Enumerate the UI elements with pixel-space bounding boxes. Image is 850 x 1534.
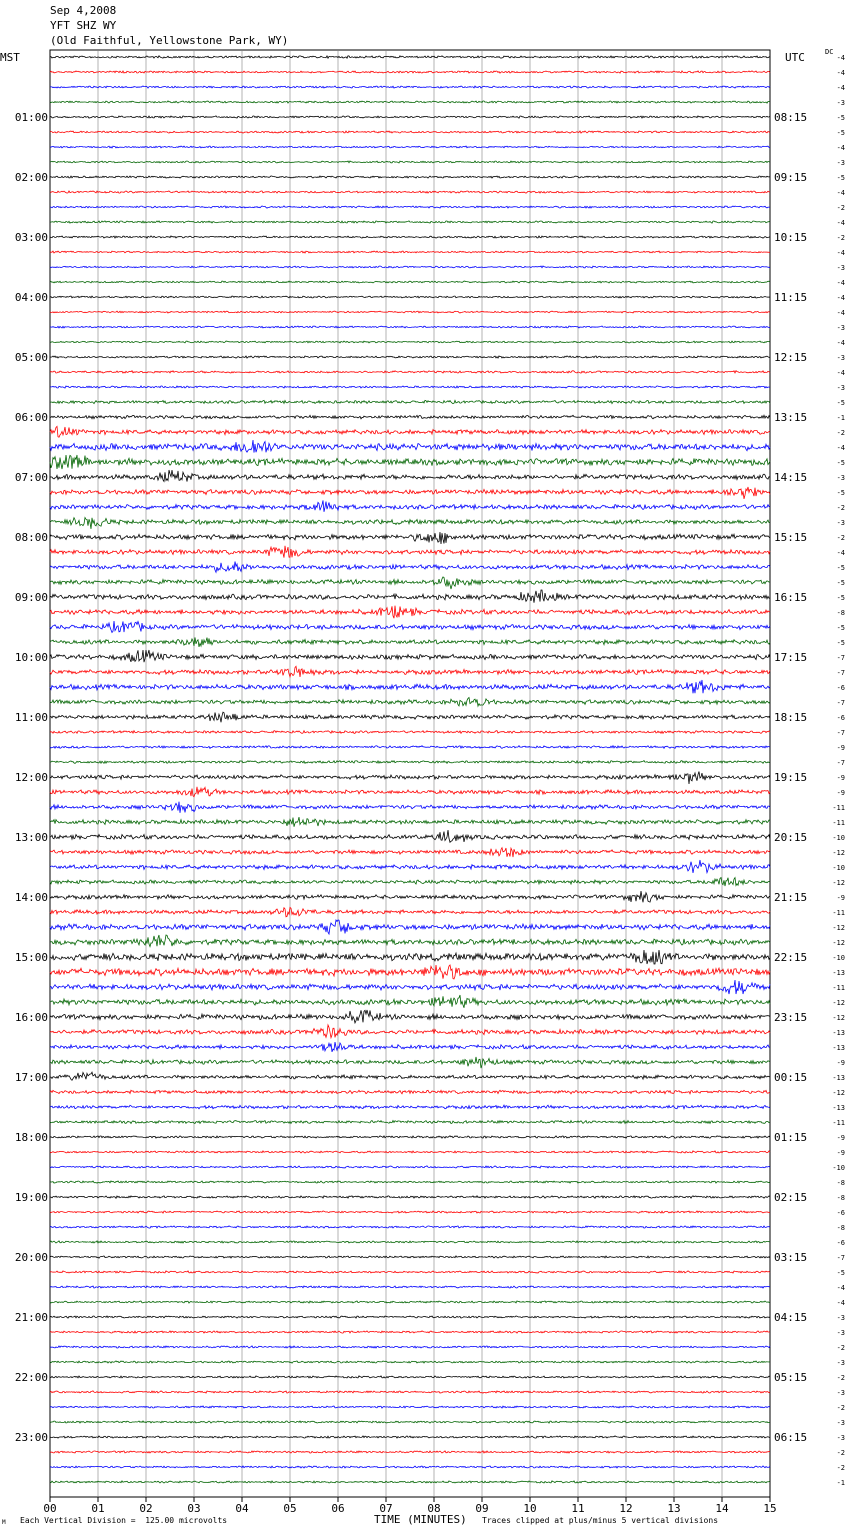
seismic-trace bbox=[50, 965, 770, 979]
dc-offset-label: -2 bbox=[836, 429, 845, 437]
mst-hour-label: 12:00 bbox=[14, 771, 48, 784]
seismic-trace bbox=[50, 1451, 770, 1453]
utc-hour-label: 16:15 bbox=[774, 591, 808, 604]
seismic-trace bbox=[50, 400, 770, 403]
seismic-trace bbox=[50, 251, 770, 253]
seismic-trace bbox=[50, 761, 770, 764]
seismic-trace bbox=[50, 1241, 770, 1243]
seismic-trace bbox=[50, 311, 770, 313]
x-tick-label: 06 bbox=[331, 1502, 345, 1515]
x-tick-label: 08 bbox=[427, 1502, 441, 1515]
x-tick-label: 09 bbox=[475, 1502, 489, 1515]
seismic-trace bbox=[50, 650, 770, 662]
dc-offset-label: -4 bbox=[836, 279, 845, 287]
mst-hour-label: 20:00 bbox=[14, 1251, 48, 1264]
dc-offset-label: -3 bbox=[836, 1434, 845, 1442]
utc-hour-label: 02:15 bbox=[774, 1191, 808, 1204]
dc-offset-label: -7 bbox=[836, 1254, 845, 1262]
dc-offset-label: -5 bbox=[836, 1269, 845, 1277]
utc-hour-label: 03:15 bbox=[774, 1251, 808, 1264]
seismic-trace bbox=[50, 980, 770, 994]
seismic-trace bbox=[50, 891, 770, 902]
dc-offset-label: -10 bbox=[832, 1164, 845, 1172]
dc-offset-label: -13 bbox=[832, 1029, 845, 1037]
station-location: (Old Faithful, Yellowstone Park, WY) bbox=[50, 34, 289, 47]
seismic-trace bbox=[50, 440, 770, 453]
seismic-trace bbox=[50, 371, 770, 373]
seismic-trace bbox=[50, 950, 770, 964]
utc-hour-label: 23:15 bbox=[774, 1011, 808, 1024]
dc-offset-label: -5 bbox=[836, 564, 845, 572]
dc-offset-label: -4 bbox=[836, 69, 845, 77]
seismic-trace bbox=[50, 908, 770, 917]
seismic-trace bbox=[50, 236, 770, 238]
seismic-trace bbox=[50, 621, 770, 632]
x-tick-label: 05 bbox=[283, 1502, 297, 1515]
dc-offset-label: -9 bbox=[836, 894, 845, 902]
mst-hour-label: 23:00 bbox=[14, 1431, 48, 1444]
dc-offset-label: -7 bbox=[836, 759, 845, 767]
x-tick-label: 13 bbox=[667, 1502, 681, 1515]
seismic-trace bbox=[50, 1196, 770, 1199]
dc-offset-label: -3 bbox=[836, 1359, 845, 1367]
dc-offset-label: -6 bbox=[836, 684, 845, 692]
utc-hour-label: 06:15 bbox=[774, 1431, 808, 1444]
seismic-trace bbox=[50, 86, 770, 88]
dc-offset-label: -3 bbox=[836, 1389, 845, 1397]
seismic-trace bbox=[50, 935, 770, 947]
dc-offset-label: -5 bbox=[836, 114, 845, 122]
mst-hour-label: 22:00 bbox=[14, 1371, 48, 1384]
seismic-trace bbox=[50, 341, 770, 343]
seismic-trace bbox=[50, 116, 770, 118]
seismic-trace bbox=[50, 1436, 770, 1438]
dc-offset-label: -4 bbox=[836, 309, 845, 317]
dc-offset-label: -4 bbox=[836, 294, 845, 302]
seismic-trace bbox=[50, 920, 770, 934]
dc-offset-label: -12 bbox=[832, 879, 845, 887]
seismic-trace bbox=[50, 1286, 770, 1288]
dc-offset-label: -4 bbox=[836, 249, 845, 257]
seismic-trace bbox=[50, 161, 770, 163]
seismic-trace bbox=[50, 1042, 770, 1052]
mst-hour-label: 14:00 bbox=[14, 891, 48, 904]
seismic-trace bbox=[50, 772, 770, 784]
dc-offset-label: -2 bbox=[836, 504, 845, 512]
mst-hour-label: 06:00 bbox=[14, 411, 48, 424]
dc-offset-label: -4 bbox=[836, 339, 845, 347]
dc-offset-label: -10 bbox=[832, 954, 845, 962]
dc-offset-label: -8 bbox=[836, 609, 845, 617]
x-tick-label: 11 bbox=[571, 1502, 585, 1515]
seismic-trace bbox=[50, 296, 770, 298]
dc-offset-label: -7 bbox=[836, 654, 845, 662]
utc-hour-label: 22:15 bbox=[774, 951, 808, 964]
seismic-trace bbox=[50, 500, 770, 511]
seismic-trace bbox=[50, 698, 770, 707]
utc-hour-label: 10:15 bbox=[774, 231, 808, 244]
dc-offset-label: -4 bbox=[836, 189, 845, 197]
station-code: YFT SHZ WY bbox=[50, 19, 117, 32]
seismic-trace bbox=[50, 746, 770, 749]
x-tick-label: 03 bbox=[187, 1502, 201, 1515]
dc-offset-label: -1 bbox=[836, 1479, 845, 1487]
seismic-trace bbox=[50, 1072, 770, 1080]
seismic-trace bbox=[50, 1151, 770, 1153]
utc-hour-label: 04:15 bbox=[774, 1311, 808, 1324]
utc-hour-label: 21:15 bbox=[774, 891, 808, 904]
seismic-trace bbox=[50, 326, 770, 328]
seismic-trace bbox=[50, 1391, 770, 1393]
seismic-trace bbox=[50, 1466, 770, 1468]
dc-offset-label: -6 bbox=[836, 1209, 845, 1217]
dc-offset-label: -3 bbox=[836, 354, 845, 362]
seismic-trace bbox=[50, 546, 770, 558]
utc-hour-label: 15:15 bbox=[774, 531, 808, 544]
x-tick-label: 12 bbox=[619, 1502, 633, 1515]
dc-offset-label: -5 bbox=[836, 459, 845, 467]
seismic-trace bbox=[50, 176, 770, 178]
mst-hour-label: 17:00 bbox=[14, 1071, 48, 1084]
dc-offset-label: -5 bbox=[836, 399, 845, 407]
dc-offset-label: -8 bbox=[836, 1194, 845, 1202]
dc-offset-label: -6 bbox=[836, 1239, 845, 1247]
seismic-trace bbox=[50, 386, 770, 388]
seismic-trace bbox=[50, 71, 770, 73]
dc-offset-label: -7 bbox=[836, 699, 845, 707]
seismic-trace bbox=[50, 146, 770, 148]
seismic-trace bbox=[50, 1301, 770, 1303]
seismic-trace bbox=[50, 848, 770, 857]
dc-offset-label: -13 bbox=[832, 1104, 845, 1112]
seismic-trace bbox=[50, 281, 770, 283]
mst-hour-label: 07:00 bbox=[14, 471, 48, 484]
dc-offset-label: -13 bbox=[832, 969, 845, 977]
dc-offset-label: -9 bbox=[836, 1059, 845, 1067]
dc-offset-label: -4 bbox=[836, 1284, 845, 1292]
utc-hour-label: 01:15 bbox=[774, 1131, 808, 1144]
x-axis-title: TIME (MINUTES) bbox=[374, 1513, 467, 1526]
seismic-trace bbox=[50, 1057, 770, 1068]
utc-hour-label: 19:15 bbox=[774, 771, 808, 784]
dc-offset-label: -4 bbox=[836, 144, 845, 152]
seismic-trace bbox=[50, 680, 770, 693]
seismic-trace bbox=[50, 577, 770, 589]
seismic-trace bbox=[50, 1316, 770, 1318]
dc-offset-label: -12 bbox=[832, 1089, 845, 1097]
clip-note: Traces clipped at plus/minus 5 vertical divisions bbox=[482, 1516, 719, 1525]
seismic-trace bbox=[50, 731, 770, 734]
seismic-trace bbox=[50, 1166, 770, 1168]
mst-hour-label: 02:00 bbox=[14, 171, 48, 184]
mst-hour-label: 21:00 bbox=[14, 1311, 48, 1324]
mst-hour-label: 09:00 bbox=[14, 591, 48, 604]
seismic-trace bbox=[50, 131, 770, 133]
dc-offset-label: -3 bbox=[836, 99, 845, 107]
dc-offset-label: -9 bbox=[836, 1134, 845, 1142]
seismic-trace bbox=[50, 1136, 770, 1138]
utc-hour-label: 08:15 bbox=[774, 111, 808, 124]
dc-offset-label: -12 bbox=[832, 939, 845, 947]
seismic-trace bbox=[50, 1010, 770, 1023]
seismic-trace bbox=[50, 487, 770, 499]
seismic-trace bbox=[50, 712, 770, 722]
scale-note: Each Vertical Division = 125.00 microvolts bbox=[20, 1516, 228, 1525]
dc-offset-label: -3 bbox=[836, 324, 845, 332]
seismic-trace bbox=[50, 637, 770, 647]
x-tick-label: 14 bbox=[715, 1502, 729, 1515]
dc-offset-label: -4 bbox=[836, 369, 845, 377]
dc-offset-label: -5 bbox=[836, 489, 845, 497]
utc-hour-label: 05:15 bbox=[774, 1371, 808, 1384]
seismic-trace bbox=[50, 518, 770, 529]
dc-offset-label: -12 bbox=[832, 1014, 845, 1022]
dc-offset-label: -11 bbox=[832, 804, 845, 812]
dc-offset-label: -2 bbox=[836, 534, 845, 542]
seismic-trace bbox=[50, 1346, 770, 1348]
dc-offset-label: -1 bbox=[836, 414, 845, 422]
dc-label: DC bbox=[825, 48, 834, 56]
dc-offset-label: -10 bbox=[832, 834, 845, 842]
seismic-trace bbox=[50, 101, 770, 103]
seismic-trace bbox=[50, 666, 770, 677]
utc-hour-label: 00:15 bbox=[774, 1071, 808, 1084]
seismic-trace bbox=[50, 1226, 770, 1228]
dc-offset-label: -6 bbox=[836, 714, 845, 722]
dc-offset-label: -2 bbox=[836, 1464, 845, 1472]
dc-offset-label: -3 bbox=[836, 474, 845, 482]
dc-offset-label: -4 bbox=[836, 84, 845, 92]
mst-hour-label: 11:00 bbox=[14, 711, 48, 724]
dc-offset-label: -9 bbox=[836, 774, 845, 782]
seismic-trace bbox=[50, 356, 770, 358]
dc-offset-label: -5 bbox=[836, 129, 845, 137]
seismic-trace bbox=[50, 1406, 770, 1408]
dc-offset-label: -11 bbox=[832, 819, 845, 827]
seismic-trace bbox=[50, 1421, 770, 1423]
dc-offset-label: -2 bbox=[836, 234, 845, 242]
mst-hour-label: 01:00 bbox=[14, 111, 48, 124]
mst-hour-label: 13:00 bbox=[14, 831, 48, 844]
seismic-trace bbox=[50, 995, 770, 1008]
seismic-trace bbox=[50, 1481, 770, 1483]
dc-offset-label: -7 bbox=[836, 729, 845, 737]
dc-offset-label: -13 bbox=[832, 1044, 845, 1052]
dc-offset-label: -2 bbox=[836, 204, 845, 212]
seismic-trace bbox=[50, 426, 770, 437]
seismic-trace bbox=[50, 817, 770, 827]
dc-offset-label: -2 bbox=[836, 1449, 845, 1457]
dc-offset-label: -3 bbox=[836, 384, 845, 392]
seismic-trace bbox=[50, 470, 770, 482]
utc-hour-label: 17:15 bbox=[774, 651, 808, 664]
mst-hour-label: 18:00 bbox=[14, 1131, 48, 1144]
x-tick-label: 07 bbox=[379, 1502, 393, 1515]
right-axis-label: UTC bbox=[785, 51, 805, 64]
seismic-trace bbox=[50, 590, 770, 603]
left-axis-label: MST bbox=[0, 51, 20, 64]
seismic-trace bbox=[50, 860, 770, 873]
seismic-trace bbox=[50, 1271, 770, 1273]
x-tick-label: 04 bbox=[235, 1502, 249, 1515]
utc-hour-label: 14:15 bbox=[774, 471, 808, 484]
dc-offset-label: -12 bbox=[832, 924, 845, 932]
dc-offset-label: -2 bbox=[836, 1344, 845, 1352]
x-tick-label: 10 bbox=[523, 1502, 537, 1515]
dc-offset-label: -11 bbox=[832, 984, 845, 992]
dc-offset-label: -2 bbox=[836, 1404, 845, 1412]
dc-offset-label: -5 bbox=[836, 639, 845, 647]
mst-hour-label: 05:00 bbox=[14, 351, 48, 364]
seismic-trace bbox=[50, 802, 770, 813]
dc-offset-label: -8 bbox=[836, 1179, 845, 1187]
seismic-trace bbox=[50, 221, 770, 223]
mst-hour-label: 15:00 bbox=[14, 951, 48, 964]
seismic-trace bbox=[50, 1105, 770, 1109]
utc-hour-label: 20:15 bbox=[774, 831, 808, 844]
dc-offset-label: -12 bbox=[832, 999, 845, 1007]
seismic-trace bbox=[50, 455, 770, 469]
utc-hour-label: 12:15 bbox=[774, 351, 808, 364]
seismic-trace bbox=[50, 1121, 770, 1124]
dc-offset-label: -3 bbox=[836, 1314, 845, 1322]
seismic-trace bbox=[50, 1376, 770, 1378]
mst-hour-label: 03:00 bbox=[14, 231, 48, 244]
dc-offset-label: -4 bbox=[836, 54, 845, 62]
dc-offset-label: -9 bbox=[836, 744, 845, 752]
dc-offset-label: -5 bbox=[836, 174, 845, 182]
seismic-trace bbox=[50, 830, 770, 842]
seismic-trace bbox=[50, 1025, 770, 1038]
seismic-trace bbox=[50, 206, 770, 208]
seismic-trace bbox=[50, 191, 770, 193]
dc-offset-label: -13 bbox=[832, 1074, 845, 1082]
x-tick-label: 00 bbox=[43, 1502, 57, 1515]
utc-hour-label: 18:15 bbox=[774, 711, 808, 724]
utc-hour-label: 11:15 bbox=[774, 291, 808, 304]
plot-date: Sep 4,2008 bbox=[50, 4, 117, 17]
mst-hour-label: 16:00 bbox=[14, 1011, 48, 1024]
dc-offset-label: -4 bbox=[836, 1299, 845, 1307]
mst-hour-label: 04:00 bbox=[14, 291, 48, 304]
seismic-trace bbox=[50, 56, 770, 58]
dc-offset-label: -7 bbox=[836, 669, 845, 677]
dc-offset-label: -5 bbox=[836, 579, 845, 587]
seismic-trace bbox=[50, 606, 770, 619]
seismic-trace bbox=[50, 1211, 770, 1213]
corner-mark: M bbox=[2, 1519, 6, 1526]
seismic-trace bbox=[50, 266, 770, 268]
mst-hour-label: 10:00 bbox=[14, 651, 48, 664]
dc-offset-label: -3 bbox=[836, 519, 845, 527]
seismic-trace bbox=[50, 562, 770, 573]
dc-offset-label: -10 bbox=[832, 864, 845, 872]
seismic-trace bbox=[50, 1256, 770, 1258]
seismic-trace bbox=[50, 878, 770, 886]
x-tick-label: 15 bbox=[763, 1502, 777, 1515]
seismic-trace bbox=[50, 787, 770, 797]
dc-offset-label: -5 bbox=[836, 594, 845, 602]
dc-offset-label: -3 bbox=[836, 1419, 845, 1427]
seismic-trace bbox=[50, 1090, 770, 1094]
dc-offset-label: -9 bbox=[836, 1149, 845, 1157]
seismic-trace bbox=[50, 415, 770, 419]
mst-hour-label: 08:00 bbox=[14, 531, 48, 544]
utc-hour-label: 13:15 bbox=[774, 411, 808, 424]
seismic-trace bbox=[50, 1361, 770, 1363]
seismic-trace bbox=[50, 1331, 770, 1333]
dc-offset-label: -3 bbox=[836, 1329, 845, 1337]
dc-offset-label: -3 bbox=[836, 159, 845, 167]
seismic-trace bbox=[50, 532, 770, 544]
x-tick-label: 01 bbox=[91, 1502, 105, 1515]
utc-hour-label: 09:15 bbox=[774, 171, 808, 184]
dc-offset-label: -11 bbox=[832, 1119, 845, 1127]
dc-offset-label: -4 bbox=[836, 219, 845, 227]
seismic-trace bbox=[50, 1181, 770, 1183]
dc-offset-label: -3 bbox=[836, 264, 845, 272]
dc-offset-label: -12 bbox=[832, 849, 845, 857]
dc-offset-label: -11 bbox=[832, 909, 845, 917]
mst-hour-label: 19:00 bbox=[14, 1191, 48, 1204]
dc-offset-label: -2 bbox=[836, 1374, 845, 1382]
dc-offset-label: -4 bbox=[836, 549, 845, 557]
dc-offset-label: -4 bbox=[836, 444, 845, 452]
x-tick-label: 02 bbox=[139, 1502, 153, 1515]
dc-offset-label: -8 bbox=[836, 1224, 845, 1232]
dc-offset-label: -5 bbox=[836, 624, 845, 632]
dc-offset-label: -9 bbox=[836, 789, 845, 797]
